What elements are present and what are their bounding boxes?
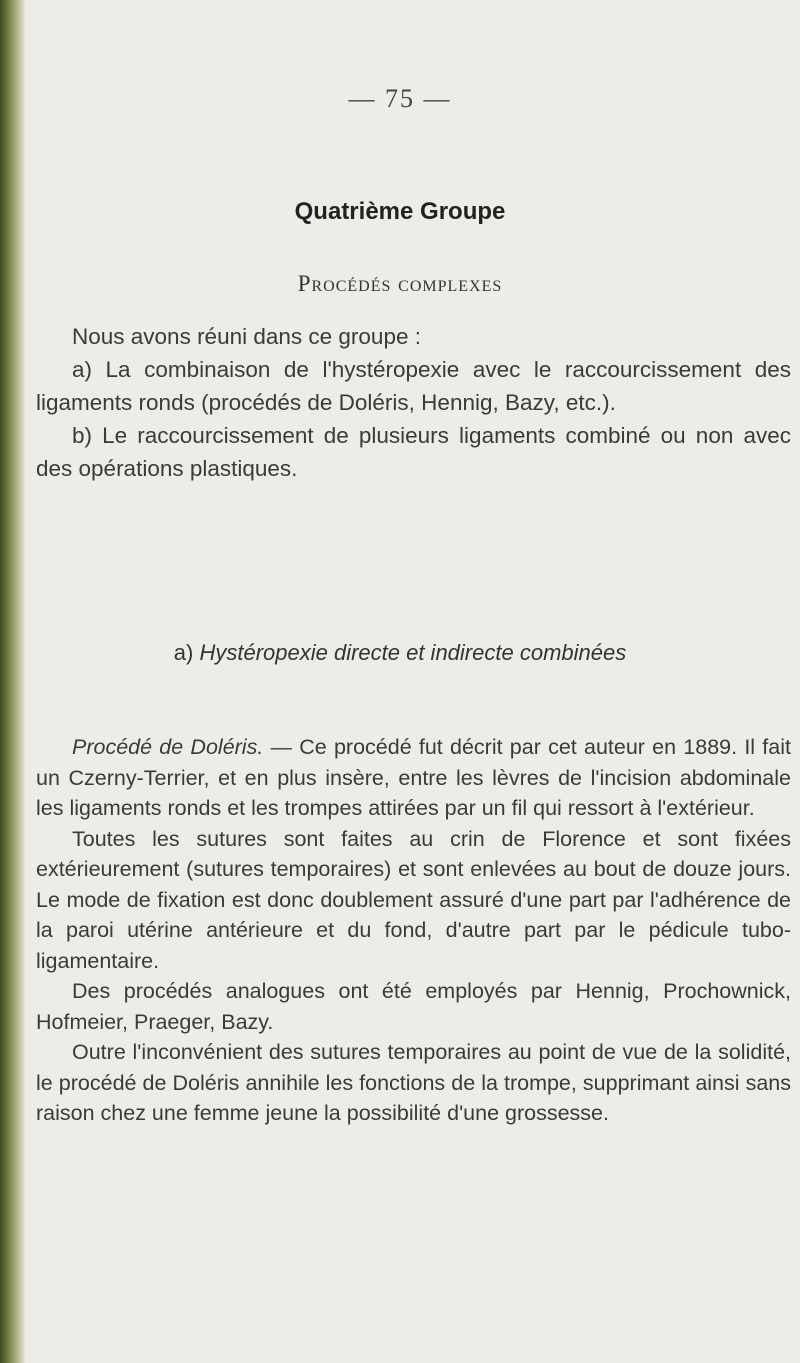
section-title: Procédés complexes (297, 271, 503, 296)
subsection-prefix: a) (173, 640, 194, 665)
paragraph-doleris-text: — Ce procédé fut décrit par cet auteur en 1889. Il fait un Czerny-Terrier, et en plus insère, entre les lèvres de l'incision abdominale les ligaments ronds et les trompes attirées par un fil qui ressort à l'extérieur. (36, 735, 791, 820)
paragraph-inconvenient: Outre l'inconvénient des sutures temporaires au point de vue de la solidité, le procédé de Doléris annihile les fonctions de la trompe, supprimant ainsi sans raison chez une femme jeune la possibilité d'une grossesse. (36, 1040, 791, 1125)
group-title: Quatrième Groupe (294, 198, 506, 225)
subsection-title (0, 640, 800, 666)
intro-item-a: a) La combinaison de l'hystéropexie avec le raccourcissement des ligaments ronds (procédés de Doléris, Hennig, Bazy, etc.). (36, 357, 791, 415)
paragraph-doleris (36, 732, 791, 824)
paragraph-analogues: Des procédés analogues ont été employés par Hennig, Prochownick, Hofmeier, Praeger, Bazy. (36, 979, 791, 1034)
page-number: — 75 — (348, 84, 452, 113)
paragraph-doleris-title: Procédé de Doléris. (72, 735, 264, 759)
subsection-heading: Hystéropexie directe et indirecte combinées (199, 640, 627, 665)
intro-lead: Nous avons réuni dans ce groupe : (72, 324, 421, 349)
intro-item-b: b) Le raccourcissement de plusieurs ligaments combiné ou non avec des opérations plastiques. (36, 423, 791, 481)
body-text (36, 732, 791, 1129)
intro-block (36, 320, 791, 485)
paragraph-sutures: Toutes les sutures sont faites au crin de Florence et sont fixées extérieurement (sutures temporaires) et sont enlevées au bout de douze jours. Le mode de fixation est donc doublement assuré d'une part par l'adhérence de la paroi utérine antérieure et du fond, d'autre part par le pédicule tubo-ligamentaire. (36, 826, 791, 973)
